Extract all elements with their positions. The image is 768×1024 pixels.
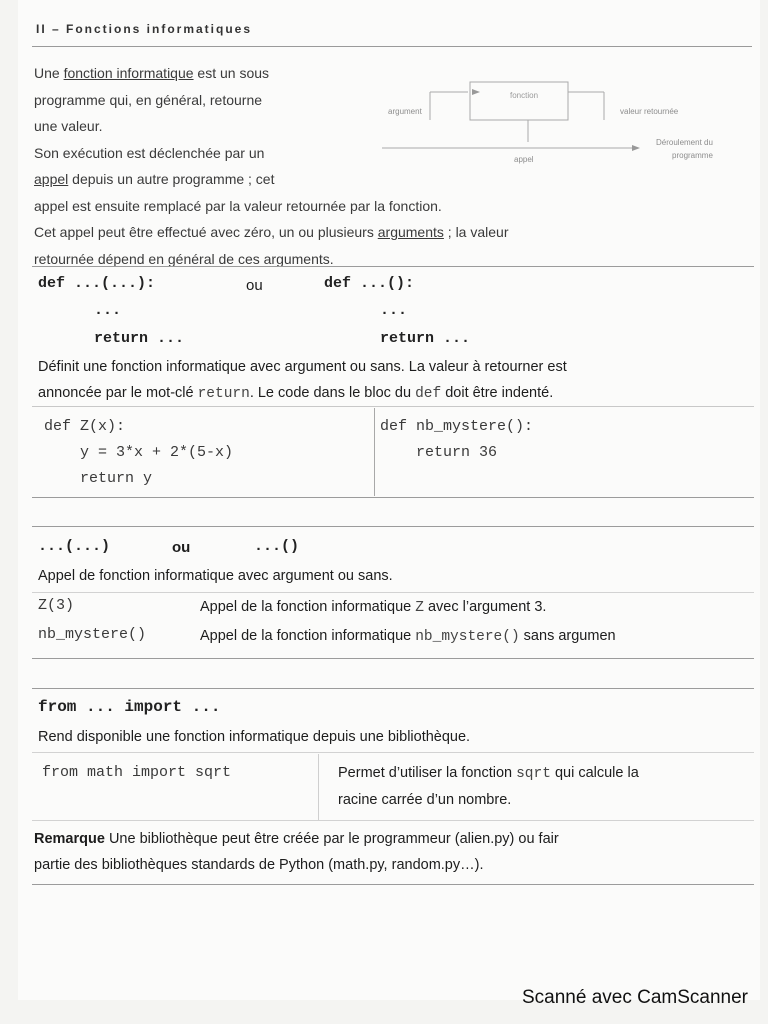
call-row-2-desc: Appel de la fonction informatique nb_mystere() sans argumen bbox=[200, 628, 616, 645]
def-example-divider bbox=[374, 408, 375, 496]
intro-line-5: appel depuis un autre programme ; cet bbox=[34, 171, 275, 187]
def-return-a: return ... bbox=[94, 330, 185, 347]
import-syntax: from ... import ... bbox=[38, 698, 221, 716]
import-example-bottom-rule bbox=[32, 820, 754, 821]
def-example-left bbox=[44, 414, 233, 492]
def-syntax-with-arg: def ...(...): bbox=[38, 275, 156, 292]
code-line: def Z(x): bbox=[44, 418, 126, 435]
def-ou-label: ou bbox=[246, 277, 263, 294]
def-syntax-no-arg: def ...(): bbox=[324, 275, 415, 292]
import-box-top-rule bbox=[32, 688, 754, 689]
code-line: y = 3*x + 2*(5-x) bbox=[44, 444, 234, 461]
diagram-valeur-label: valeur retournée bbox=[620, 107, 679, 116]
def-box-bottom-rule bbox=[32, 497, 754, 498]
diagram-programme-label: programme bbox=[672, 151, 713, 160]
call-row-1-desc: Appel de la fonction informatique Z avec l’argument 3. bbox=[200, 599, 547, 616]
code-line: return 36 bbox=[380, 444, 498, 461]
import-example-code: from math import sqrt bbox=[42, 764, 232, 781]
remark-line-2: partie des bibliothèques standards de Python (math.py, random.py…). bbox=[34, 857, 484, 873]
heading-rule bbox=[32, 46, 752, 47]
call-box-top-rule bbox=[32, 526, 754, 527]
def-example-top-rule bbox=[32, 406, 754, 407]
section-title: II – Fonctions informatiques bbox=[36, 22, 253, 36]
import-example-top-rule bbox=[32, 752, 754, 753]
call-rows-top-rule bbox=[32, 592, 754, 593]
intro-line-2: programme qui, en général, retourne bbox=[34, 91, 263, 108]
import-example-desc-line-1: Permet d’utiliser la fonction sqrt qui calcule la bbox=[338, 765, 639, 782]
intro-line-6: appel est ensuite remplacé par la valeur retournée par la fonction. bbox=[34, 197, 442, 214]
intro-line-4: Son exécution est déclenchée par un bbox=[34, 144, 265, 161]
code-line: return y bbox=[44, 470, 153, 487]
import-example-divider bbox=[318, 754, 319, 820]
call-syntax-with-arg: ...(...) bbox=[38, 538, 111, 555]
def-return-b: return ... bbox=[380, 330, 471, 347]
call-row-1-code: Z(3) bbox=[38, 597, 75, 614]
call-description: Appel de fonction informatique avec argument ou sans. bbox=[38, 568, 393, 584]
def-body-dots-a: ... bbox=[94, 302, 122, 319]
scanned-page bbox=[18, 0, 760, 1000]
import-example-desc-line-2: racine carrée d’un nombre. bbox=[338, 792, 512, 808]
call-syntax-no-arg: ...() bbox=[254, 538, 300, 555]
def-description-line-2: annoncée par le mot-clé return. Le code dans le bloc du def doit être indenté. bbox=[38, 385, 554, 402]
camscanner-watermark: Scanné avec CamScanner bbox=[521, 987, 748, 1008]
remark-paragraph bbox=[34, 826, 742, 878]
def-description bbox=[38, 354, 750, 407]
import-box-bottom-rule bbox=[32, 884, 754, 885]
def-description-line-1: Définit une fonction informatique avec argument ou sans. La valeur à retourner est bbox=[38, 359, 567, 375]
def-example-right bbox=[380, 414, 533, 466]
diagram-deroulement-label: Déroulement du bbox=[656, 138, 713, 147]
diagram-fonction-label: fonction bbox=[510, 91, 539, 100]
call-ou-label: ou bbox=[172, 539, 191, 556]
intro-line-7: Cet appel peut être effectué avec zéro, un ou plusieurs arguments ; la valeur bbox=[34, 224, 509, 240]
call-box-bottom-rule bbox=[32, 658, 754, 659]
import-example-desc bbox=[338, 760, 742, 813]
intro-line-8: retournée dépend en général de ces arguments. bbox=[34, 250, 334, 267]
import-description: Rend disponible une fonction informatique depuis une bibliothèque. bbox=[38, 729, 471, 745]
function-call-diagram bbox=[368, 70, 748, 180]
remark-line-1: Remarque Une bibliothèque peut être créée par le programmeur (alien.py) ou fair bbox=[34, 831, 559, 847]
diagram-argument-label: argument bbox=[388, 107, 422, 116]
intro-line-1: Une fonction informatique est un sous bbox=[34, 65, 270, 81]
def-box-top-rule bbox=[32, 266, 754, 267]
diagram-appel-label: appel bbox=[514, 155, 534, 164]
def-body-dots-b: ... bbox=[380, 302, 408, 319]
intro-line-3: une valeur. bbox=[34, 118, 103, 134]
call-row-2-code: nb_mystere() bbox=[38, 626, 147, 643]
code-line: def nb_mystere(): bbox=[380, 418, 534, 435]
